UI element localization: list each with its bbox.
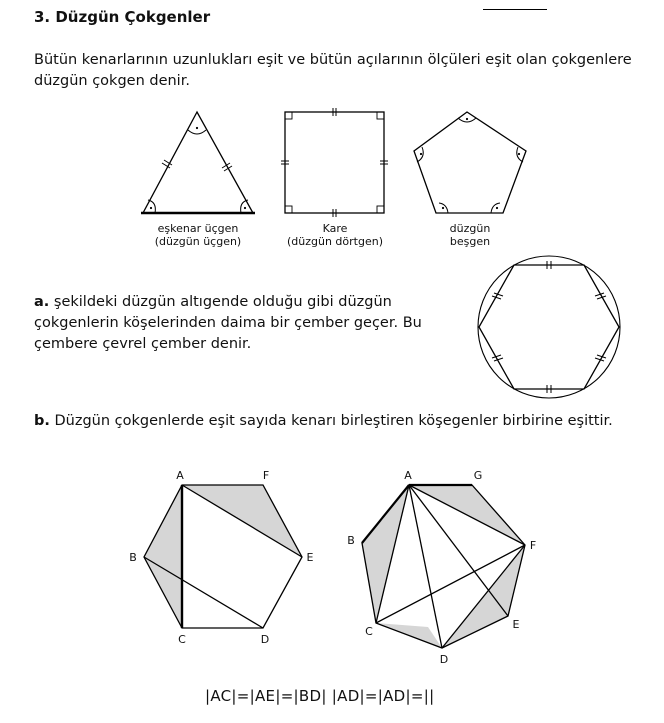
inscribed-hexagon [479, 265, 619, 389]
diagonal-AD [409, 485, 442, 648]
pentagon-caption-2: beşgen [449, 235, 491, 248]
equilateral-triangle-figure [135, 100, 265, 250]
intro-paragraph: Bütün kenarlarının uzunlukları eşit ve bütün açılarının ölçüleri eşit olan çokgenlere düzgün çokgen denir. [34, 52, 632, 89]
circumcircle [478, 256, 620, 398]
hept-label-C: C [365, 625, 373, 638]
hept-label-G: G [473, 469, 483, 482]
hept-label-F: F [529, 539, 537, 552]
hex-label-F: F [262, 469, 270, 482]
triangle-caption-2: (düzgün üçgen) [154, 235, 242, 248]
diagonal-equality-formula: |AC|=|AE|=|BD| |AD|=|AD|=|| [205, 687, 435, 705]
hept-label-B: B [347, 534, 355, 547]
triangle-shape [143, 112, 253, 213]
point-b-paragraph [34, 411, 644, 432]
section-heading: 3. Düzgün Çokgenler [34, 8, 211, 26]
point-b-text: Düzgün çokgenlerde eşit sayıda kenarı birleştiren köşegenler birbirine eşittir. [49, 413, 613, 429]
shaded-region-left [144, 485, 182, 628]
hex-label-A: A [176, 469, 184, 482]
point-a-label: a. [34, 294, 50, 310]
circumscribed-hexagon-figure [474, 254, 624, 404]
hept-label-E: E [512, 618, 520, 631]
heptagon-diagonals-figure [340, 465, 550, 670]
hept-label-A: A [404, 469, 412, 482]
square-caption-2: (düzgün dörtgen) [286, 235, 384, 248]
triangle-caption-1: eşkenar üçgen [157, 222, 239, 235]
diagonal-BD [144, 557, 263, 628]
square-caption-1: Kare [322, 222, 348, 235]
hex-label-D: D [260, 633, 270, 646]
top-rule [483, 9, 547, 10]
square-figure [275, 100, 395, 250]
shaded-region-left [362, 485, 409, 623]
point-a-text: şekildeki düzgün altıgende olduğu gibi düzgün çokgenlerin köşelerinden daima bir çember geçer. Bu çembere çevrel çember denir. [34, 294, 422, 352]
pentagon-figure [405, 100, 535, 250]
hex-label-B: B [129, 551, 137, 564]
point-b-label: b. [34, 413, 50, 429]
pentagon-shape [414, 112, 526, 213]
point-a-paragraph [34, 292, 464, 355]
hept-label-D: D [439, 653, 449, 666]
hexagon-diagonals-figure [120, 465, 320, 650]
hex-label-E: E [306, 551, 314, 564]
pentagon-caption-1: düzgün [449, 222, 491, 235]
angle-mark-top [188, 130, 206, 134]
square-shape [285, 112, 384, 213]
hex-label-C: C [178, 633, 186, 646]
